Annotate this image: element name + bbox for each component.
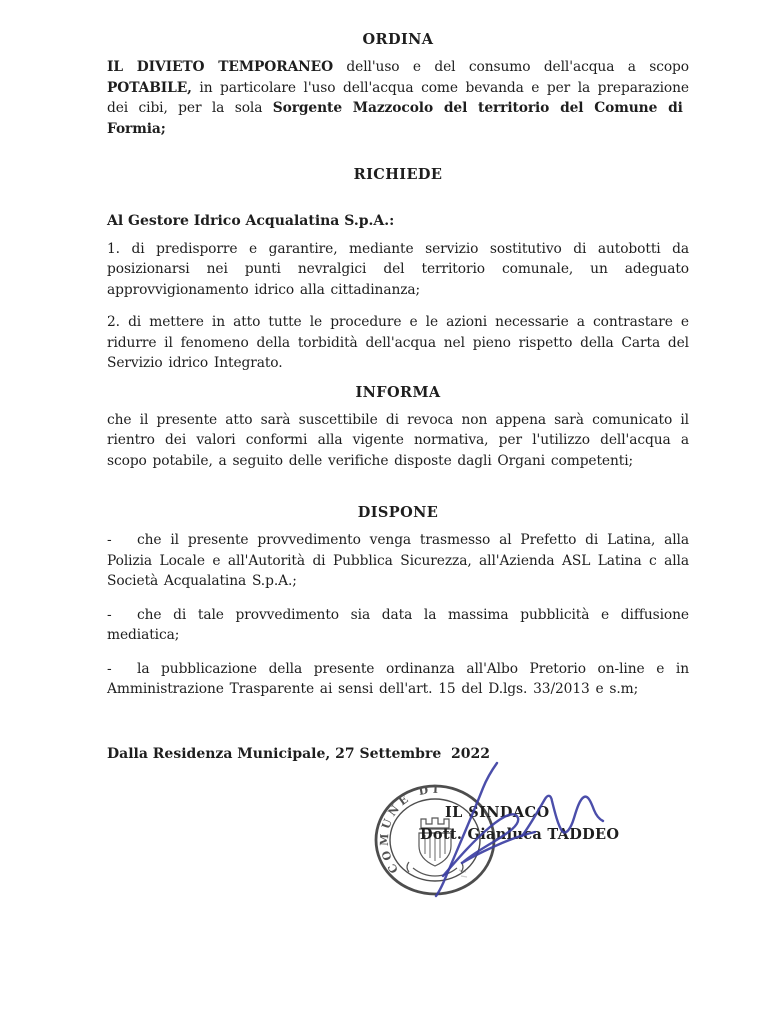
addressee-line: Al Gestore Idrico Acqualatina S.p.A.:	[107, 213, 395, 229]
signer-role: IL SINDACO	[445, 804, 550, 821]
stamp-curved-text: COMUNE DI	[377, 782, 443, 876]
signature-block	[107, 774, 689, 944]
handwritten-signature-icon	[317, 760, 637, 960]
dispone-item-2	[107, 605, 689, 646]
text-segment-bold: Sorgente Mazzocolo del territorio del Comune di Formia;	[107, 100, 689, 137]
numbered-item-2: 2. di mettere in atto tutte le procedure e le azioni necessarie a contrastare e ridurre il fenomeno della torbidità dell'acqua nel pieno rispetto della Carta del Servizio idrico Integrato.	[107, 314, 689, 371]
dash-bullet: -	[107, 532, 112, 548]
text-segment: dell'uso e del consumo dell'acqua a scopo	[333, 59, 689, 75]
text-segment: che di tale provvedimento sia data la massima pubblicità e diffusione mediatica;	[107, 606, 689, 643]
text-segment: che il presente provvedimento venga trasmesso al Prefetto di Latina, alla Polizia Locale e all'Autorità di Pubblica Sicurezza, all'Azienda ASL Latina c alla Società Acqualatina S.p.A.;	[107, 532, 689, 589]
dash-bullet: -	[107, 660, 112, 677]
heading-richiede: RICHIEDE	[353, 166, 443, 183]
dispone-item-1	[107, 530, 689, 592]
heading-informa: INFORMA	[355, 383, 441, 401]
numbered-item-1: 1. di predisporre e garantire, mediante servizio sostitutivo di autobotti da posizionarsi nei punti nevralgici del territorio comunale, un adeguato approvvigionamento idrico alla cittadinanza;	[107, 240, 689, 298]
text-segment-bold: IL DIVIETO TEMPORANEO	[107, 59, 334, 75]
dispone-item-3	[107, 659, 689, 700]
paragraph-informa: che il presente atto sarà suscettibile di revoca non appena sarà comunicato il rientro dei valori conformi alla vigente normativa, per l'utilizzo dell'acqua a scopo potabile, a seguito delle verifiche disposte dagli Organi competenti;	[107, 411, 689, 469]
signer-name: Dott. Gianluca TADDEO	[420, 826, 620, 843]
dash-bullet: -	[107, 606, 112, 623]
paragraph-ordina	[107, 57, 689, 139]
text-segment: la pubblicazione della presente ordinanza all'Albo Pretorio on-line e in Amministrazione Trasparente ai sensi dell'art. 15 del D.lgs. 33/2013 e s.m;	[107, 660, 689, 697]
text-segment: in particolare l'uso dell'acqua come bevanda e per la preparazione dei cibi, per la sola	[107, 79, 689, 116]
document-body	[107, 30, 689, 944]
heading-dispone: DISPONE	[357, 504, 439, 521]
heading-ordina: ORDINA	[362, 31, 434, 48]
text-segment-bold: POTABILE,	[107, 79, 192, 96]
dateline: Dalla Residenza Municipale, 27 Settembre 2022	[107, 745, 490, 762]
